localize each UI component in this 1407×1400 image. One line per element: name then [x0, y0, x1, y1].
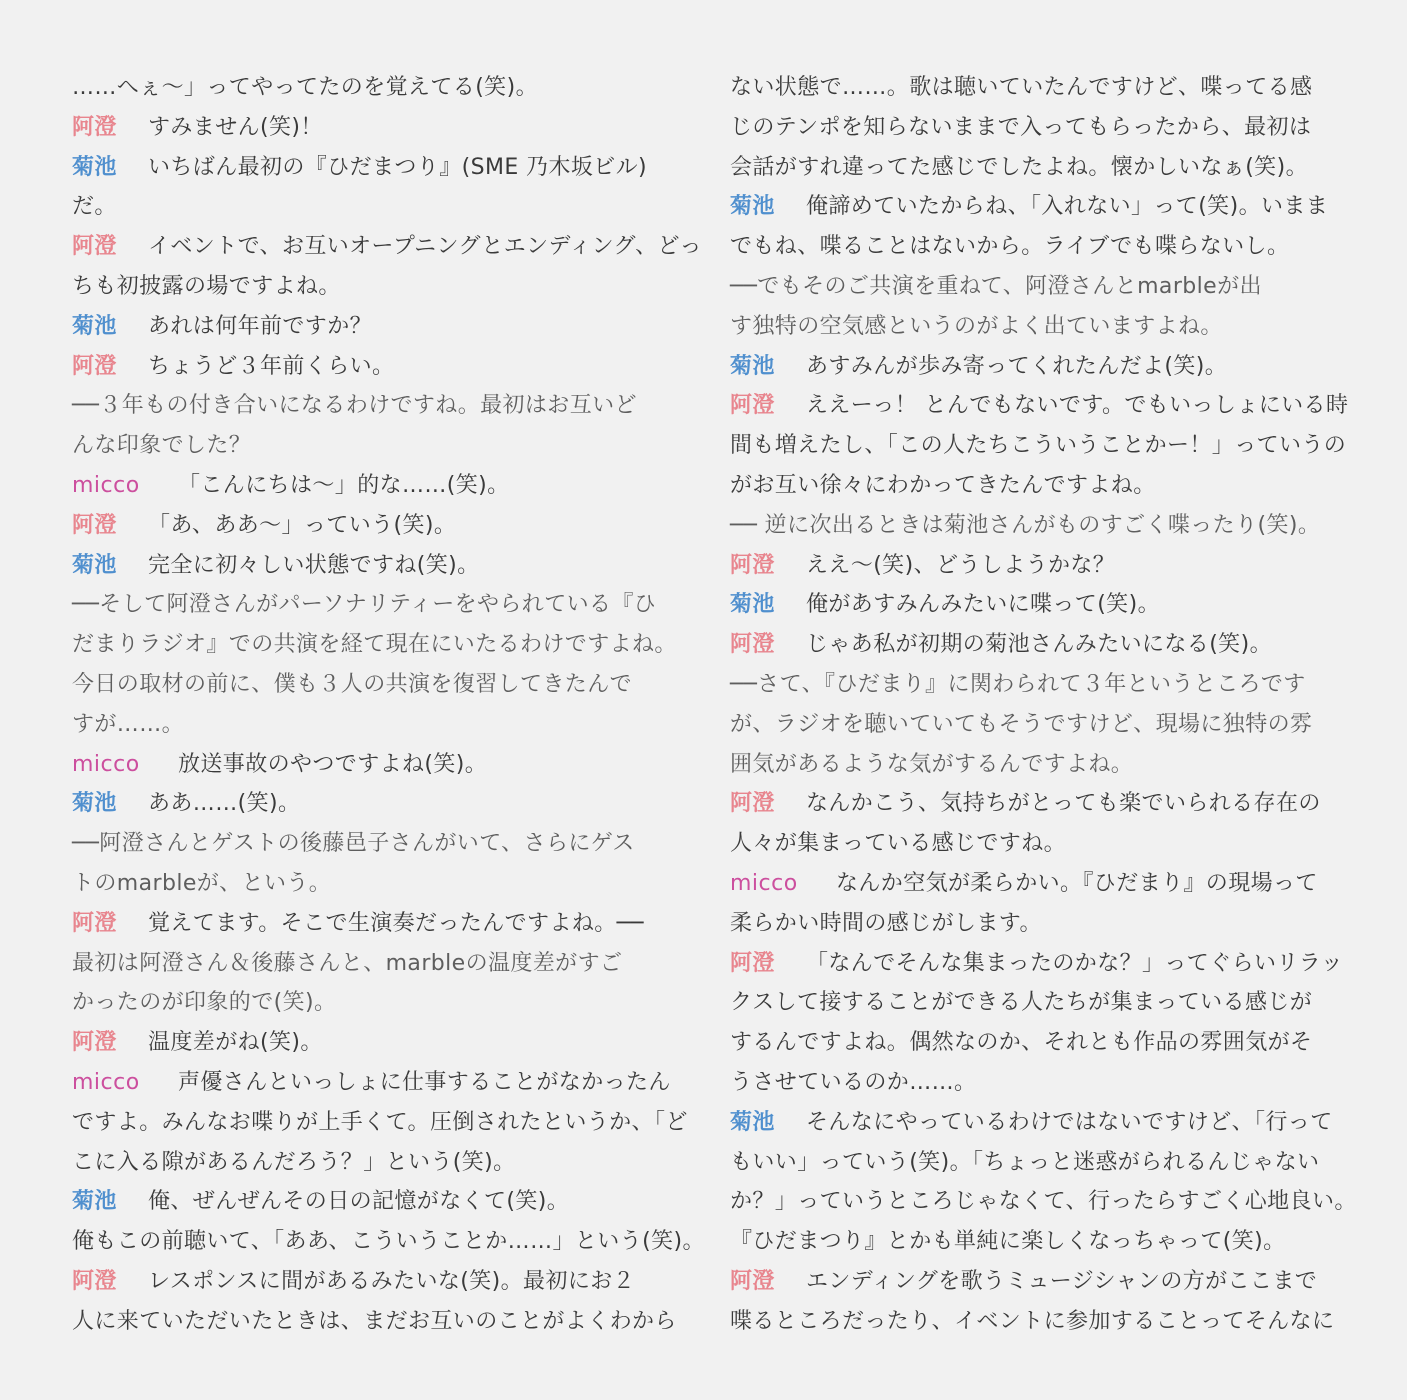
line-text: ええーっ！ とんでもないです。でもいっしょにいる時 [806, 393, 1349, 419]
line-text: ない状態で……。歌は聴いていたんですけど、喋ってる感 [730, 75, 1313, 100]
line-text: あすみんが歩み寄ってくれたんだよ(笑)。 [806, 353, 1228, 379]
dialogue-line [72, 307, 672, 347]
line-text: もいい」っていう(笑)。「ちょっと迷惑がられるんじゃない [730, 1149, 1320, 1175]
interviewer-line [730, 267, 1330, 307]
line-text: 温度差がね(笑)。 [148, 1030, 323, 1056]
dialogue-line [72, 1302, 677, 1342]
line-text: ちも初披露の場ですよね。 [72, 273, 341, 299]
interviewer-line [730, 307, 1330, 347]
dialogue-line [72, 187, 672, 227]
speaker-label: 菊池 [72, 552, 117, 578]
speaker-label: 阿澄 [72, 512, 117, 538]
line-text: でもね、喋ることはないから。ライブでも喋らないし。 [730, 234, 1290, 260]
line-text: イベントで、お互いオープニングとエンディング、どっ [148, 234, 702, 260]
line-text: がお互い徐々にわかってきたんですよね。 [730, 472, 1156, 498]
speaker-label: 菊池 [72, 313, 117, 339]
dialogue-line [730, 466, 1330, 506]
line-text: 囲気があるような気がするんですよね。 [730, 751, 1134, 777]
dialogue-line [730, 108, 1330, 148]
line-text: だまりラジオ』での共演を経て現在にいたるわけですよね。 [72, 632, 677, 658]
dialogue-line [72, 1262, 672, 1302]
speaker-label: 阿澄 [730, 552, 775, 578]
interviewer-line [72, 585, 672, 625]
dialogue-line [730, 904, 1330, 944]
line-text: なんかこう、気持ちがとっても楽でいられる存在の [806, 791, 1321, 817]
line-text: 最初は阿澄さん＆後藤さんと、marbleの温度差がすご [72, 950, 623, 976]
line-text: が、ラジオを聴いていてもそうですけど、現場に独特の雰 [730, 711, 1313, 737]
dialogue-line [730, 546, 1330, 586]
line-text: 覚えてます。そこで生演奏だったんですよね。── [148, 910, 644, 936]
dialogue-line [72, 506, 672, 546]
line-text: ──阿澄さんとゲストの後藤邑子さんがいて、さらにゲス [72, 831, 635, 857]
dialogue-line [730, 864, 1330, 904]
interviewer-line [72, 426, 672, 466]
interviewer-line [72, 983, 672, 1023]
interviewer-line [72, 665, 672, 705]
line-text: ……へぇ〜」ってやってたのを覚えてる(笑)。 [72, 75, 538, 100]
dialogue-line [72, 68, 672, 108]
line-text: 俺、ぜんぜんその日の記憶がなくて(笑)。 [148, 1189, 570, 1215]
dialogue-line [72, 1103, 688, 1143]
speaker-label: micco [72, 1069, 140, 1095]
interviewer-line [72, 824, 672, 864]
line-text: 俺諦めていたからね、「入れない」って(笑)。いまま [806, 194, 1329, 220]
line-text: 今日の取材の前に、僕も３人の共演を復習してきたんで [72, 671, 633, 697]
speaker-label: 阿澄 [72, 910, 117, 936]
line-text: 「こんにちは〜」的な……(笑)。 [178, 472, 510, 498]
interviewer-line [72, 864, 672, 904]
line-text: ちょうど３年前くらい。 [148, 353, 395, 379]
dialogue-line [730, 625, 1330, 665]
line-text: 喋るところだったり、イベントに参加することってそんなに [730, 1308, 1335, 1334]
interviewer-line [730, 745, 1330, 785]
line-text: ── 逆に次出るときは菊池さんがものすごく喋ったり(笑)。 [730, 512, 1321, 538]
dialogue-line [72, 1182, 672, 1222]
speaker-label: 阿澄 [730, 1268, 775, 1294]
speaker-label: 阿澄 [72, 114, 117, 140]
speaker-label: 菊池 [730, 353, 775, 379]
interviewer-line [72, 705, 672, 745]
dialogue-line [72, 904, 672, 944]
dialogue-line [72, 546, 672, 586]
line-text: じのテンポを知らないままで入ってもらったから、最初は [730, 114, 1312, 140]
dialogue-line [730, 386, 1349, 426]
dialogue-line [730, 1023, 1330, 1063]
line-text: 「なんでそんな集まったのかな？」ってぐらいリラッ [806, 950, 1344, 976]
line-text: いちばん最初の『ひだまつり』(SME 乃木坂ビル) [148, 154, 648, 180]
dialogue-line [730, 1182, 1357, 1222]
dialogue-line [730, 1262, 1330, 1302]
speaker-label: 阿澄 [72, 1030, 117, 1056]
line-text: トのmarbleが、という。 [72, 870, 332, 896]
dialogue-line [72, 1023, 672, 1063]
line-text: そんなにやっているわけではないですけど、「行って [806, 1109, 1333, 1135]
dialogue-line [730, 148, 1330, 188]
line-text: こに入る隙があるんだろう？」という(笑)。 [72, 1149, 516, 1175]
line-text: 俺もこの前聴いて、「ああ、こういうことか……」という(笑)。 [72, 1229, 705, 1255]
dialogue-line [730, 1302, 1335, 1342]
interviewer-line [730, 665, 1330, 705]
dialogue-line [730, 347, 1330, 387]
speaker-label: 菊池 [72, 791, 117, 817]
dialogue-line [72, 227, 702, 267]
line-text: うさせているのか……。 [730, 1069, 977, 1095]
dialogue-line [730, 983, 1330, 1023]
line-text: 『ひだまつり』とかも単純に楽しくなっちゃって(笑)。 [730, 1229, 1286, 1255]
line-text: か？」っていうところじゃなくて、行ったらすごく心地良い。 [730, 1189, 1357, 1215]
left-column [72, 68, 705, 1342]
dialogue-line [72, 108, 672, 148]
dialogue-line [730, 784, 1330, 824]
speaker-label: micco [730, 870, 798, 896]
line-text: だ。 [72, 194, 117, 220]
line-text: じゃあ私が初期の菊池さんみたいになる(笑)。 [806, 632, 1272, 658]
interviewer-line [72, 625, 677, 665]
speaker-label: 菊池 [72, 154, 117, 180]
line-text: エンディングを歌うミュージシャンの方がここまで [806, 1268, 1318, 1294]
dialogue-line [730, 426, 1347, 466]
dialogue-line [730, 944, 1344, 984]
line-text: ──さて、『ひだまり』に関わられて３年というところです [730, 671, 1306, 697]
dialogue-line [72, 1143, 672, 1183]
line-text: ですよ。みんなお喋りが上手くて。圧倒されたというか、「ど [72, 1109, 688, 1135]
line-text: すが……。 [72, 711, 185, 737]
line-text: ああ……(笑)。 [148, 791, 301, 817]
speaker-label: 菊池 [730, 194, 775, 220]
dialogue-line [72, 347, 672, 387]
speaker-label: 阿澄 [730, 791, 775, 817]
line-text: んな印象でした？ [72, 433, 252, 459]
speaker-label: micco [72, 472, 140, 498]
dialogue-line [730, 824, 1330, 864]
dialogue-line [72, 267, 672, 307]
dialogue-line [730, 1063, 1330, 1103]
line-text: クスして接することができる人たちが集まっている感じが [730, 990, 1313, 1016]
line-text: 間も増えたし、「この人たちこういうことかー！」っていうの [730, 433, 1347, 459]
speaker-label: 菊池 [730, 592, 775, 618]
line-text: あれは何年前ですか？ [148, 313, 373, 339]
dialogue-line [730, 187, 1330, 227]
line-text: 人に来ていただいたときは、まだお互いのことがよくわから [72, 1308, 677, 1334]
line-text: ──３年もの付き合いになるわけですね。最初はお互いど [72, 393, 637, 419]
line-text: 放送事故のやつですよね(笑)。 [178, 751, 488, 777]
line-text: するんですよね。偶然なのか、それとも作品の雰囲気がそ [730, 1030, 1313, 1056]
dialogue-line [730, 1222, 1330, 1262]
line-text: すみません(笑)！ [148, 114, 323, 140]
interviewer-line [730, 506, 1330, 546]
line-text: 会話がすれ違ってた感じでしたよね。懐かしいなぁ(笑)。 [730, 154, 1308, 180]
line-text: ──でもそのご共演を重ねて、阿澄さんとmarbleが出 [730, 273, 1262, 299]
dialogue-line [730, 227, 1330, 267]
line-text: 人々が集まっている感じですね。 [730, 831, 1067, 857]
dialogue-line [72, 148, 672, 188]
dialogue-line [730, 1143, 1330, 1183]
speaker-label: 阿澄 [72, 1268, 117, 1294]
line-text: かったのが印象的で(笑)。 [72, 990, 337, 1016]
dialogue-line [72, 466, 672, 506]
line-text: ──そして阿澄さんがパーソナリティーをやられている『ひ [72, 592, 657, 618]
speaker-label: 阿澄 [730, 393, 775, 419]
speaker-label: 阿澄 [730, 632, 775, 658]
speaker-label: 菊池 [730, 1109, 775, 1135]
line-text: 声優さんといっしょに仕事することがなかったん [178, 1069, 671, 1095]
dialogue-line [72, 1063, 672, 1103]
line-text: す独特の空気感というのがよく出ていますよね。 [730, 313, 1223, 339]
dialogue-line [72, 745, 672, 785]
speaker-label: 阿澄 [730, 950, 775, 976]
dialogue-line [730, 68, 1330, 108]
interviewer-line [730, 705, 1330, 745]
speaker-label: 阿澄 [72, 234, 117, 260]
line-text: ええ〜(笑)、どうしようかな？ [806, 552, 1116, 578]
right-column [730, 68, 1357, 1342]
dialogue-line [72, 784, 672, 824]
speaker-label: micco [72, 751, 140, 777]
speaker-label: 菊池 [72, 1189, 117, 1215]
line-text: なんか空気が柔らかい。『ひだまり』の現場って [836, 870, 1318, 896]
interviewer-line [72, 944, 672, 984]
line-text: 「あ、ああ〜」っていう(笑)。 [148, 512, 457, 538]
dialogue-line [730, 585, 1330, 625]
line-text: 完全に初々しい状態ですね(笑)。 [148, 552, 480, 578]
line-text: 俺があすみんみたいに喋って(笑)。 [806, 592, 1160, 618]
dialogue-line [72, 1222, 705, 1262]
interviewer-line [72, 386, 672, 426]
line-text: レスポンスに間があるみたいな(笑)。最初にお２ [148, 1268, 636, 1294]
dialogue-line [730, 1103, 1333, 1143]
line-text: 柔らかい時間の感じがします。 [730, 910, 1042, 936]
speaker-label: 阿澄 [72, 353, 117, 379]
